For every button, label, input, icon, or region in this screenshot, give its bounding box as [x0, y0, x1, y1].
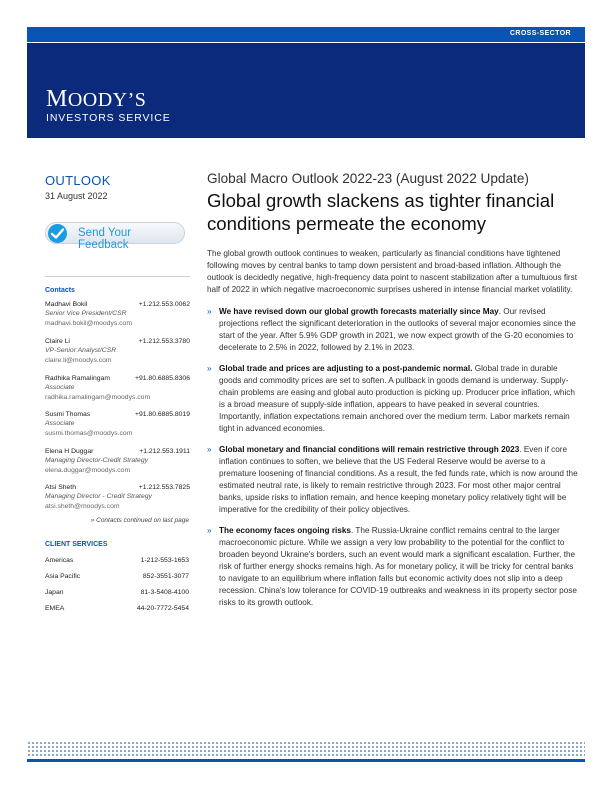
contact-role: Senior Vice President/CSR [45, 310, 127, 318]
contact-phone: +1.212.553.7825 [138, 484, 190, 491]
contact-role: Managing Director-Credit Strategy [45, 457, 149, 465]
contact-email[interactable]: atsi.sheth@moodys.com [45, 502, 120, 510]
contact-phone: +91.80.6885.8306 [135, 375, 190, 382]
contact-phone: +1.212.553.1911 [139, 448, 190, 455]
key-point-lead: We have revised down our global growth forecasts materially since May [219, 307, 499, 316]
key-point [207, 444, 582, 516]
checkmark-icon [48, 224, 67, 243]
contact-phone: +1.212.553.3780 [138, 338, 190, 345]
client-service-row [45, 557, 189, 564]
footer-band [27, 741, 585, 765]
headline: Global growth slackens as tighter financial conditions permeate the economy [207, 190, 555, 234]
contact-name: Atsi Sheth [45, 484, 76, 491]
contact-name: Madhavi Bokil [45, 301, 88, 308]
report-type: OUTLOOK [45, 173, 111, 188]
sector-tag: CROSS-SECTOR [509, 30, 571, 37]
contact-name: Susmi Thomas [45, 411, 91, 418]
brand-banner [27, 43, 585, 138]
contact-name: Elena H Duggar [45, 448, 94, 455]
feedback-label: Send Your Feedback [78, 227, 132, 251]
send-feedback-button[interactable] [45, 222, 185, 251]
client-services-heading: CLIENT SERVICES [45, 541, 108, 548]
contact-email[interactable]: madhavi.bokil@moodys.com [45, 319, 132, 327]
key-point [207, 363, 582, 435]
region-phone: 81-3-5408-4100 [140, 589, 189, 596]
publication-date: 31 August 2022 [45, 191, 108, 201]
report-title: Global Macro Outlook 2022-23 (August 2022 Update) [207, 171, 529, 186]
logo-wordmark: MOODY’S [46, 86, 147, 112]
client-service-row [45, 573, 189, 580]
region-phone: 1-212-553-1653 [140, 557, 189, 564]
dot-pattern [27, 741, 585, 758]
contact-email[interactable]: radhika.ramalingam@moodys.com [45, 393, 151, 401]
bullet-marker-icon: » [207, 526, 212, 535]
contact-name: Claire Li [45, 338, 70, 345]
top-bar [27, 27, 585, 42]
main-content [207, 171, 582, 618]
contact-role: VP-Senior Analyst/CSR [45, 347, 117, 355]
key-point [207, 306, 582, 354]
contact-card [45, 374, 190, 402]
contact-name: Radhika Ramalingam [45, 375, 110, 382]
moodys-logo [46, 86, 171, 124]
key-point-text: . Our revised projections reflect the significant deterioration in the outlooks of several major economies since the start of the year. After 5.9% GDP growth in 2021, we now expect growth of the G-20 economies to decelerate to 2.5% in 2022, followed by 2.1% in 2023. [219, 307, 576, 352]
sidebar-header [45, 173, 190, 201]
bullet-marker-icon: » [207, 307, 212, 316]
region-phone: 44-20-7772-5454 [136, 605, 189, 612]
key-point-lead: The economy faces ongoing risks [219, 526, 351, 535]
logo-subtitle: INVESTORS SERVICE [46, 112, 171, 124]
contact-phone: +1.212.553.0062 [138, 301, 190, 308]
contact-email[interactable]: susmi.thomas@moodys.com [45, 429, 133, 437]
contact-role: Associate [45, 384, 75, 392]
region-name: Japan [45, 589, 64, 596]
region-name: Asia Pacific [45, 573, 81, 580]
intro-paragraph: The global growth outlook continues to weaken, particularly as financial conditions have tightened following moves by central banks to tamp down persistent and broad-based inflation. Although the outlook is decidedly negative, high-frequency data point to nascent stabilization after a tumultuous first half of 2022 in which negative macroeconomic surprises ushered in intense financial market volatility. [207, 249, 578, 294]
bullet-marker-icon: » [207, 445, 212, 454]
footer-rule [27, 759, 585, 762]
region-name: EMEA [45, 605, 65, 612]
contact-card [45, 447, 190, 475]
contact-phone: +91.80.6885.8019 [135, 411, 190, 418]
key-point-text: . Even if core inflation continues to soften, we believe that the US Federal Reserve would be averse to a premature loosening of financial conditions. As a result, the fed funds rate, which is now around the estimated neutral rate, is likely to remain restrictive through 2023. For most other major central banks, upside risks to inflation remain, and hence keeping monetary policy relatively tight will be imperative for the credibility of their policy objectives. [219, 445, 578, 514]
contact-card [45, 410, 190, 438]
contact-role: Managing Director - Credit Strategy [45, 493, 152, 501]
key-point-text: . The Russia-Ukraine conflict remains central to the larger macroeconomic picture. While we assign a very low probability to the potential for the conflict to broaden beyond Ukraine's borders, such an event would mark a significant escalation. Further, the risk of further energy shocks remains high. As for monetary policy, it will be tricky for central banks to navigate to an equilibrium where inflation falls but economic activity does not slip into a deep recession. China's low tolerance for COVID-19 outbreaks and weakness in its property sector pose risks to its growth outlook. [219, 526, 577, 607]
contact-email[interactable]: elena.duggar@moodys.com [45, 466, 131, 474]
contacts-heading: Contacts [45, 287, 75, 294]
key-points-list [207, 306, 582, 609]
key-point-lead: Global trade and prices are adjusting to a post-pandemic normal. [219, 364, 473, 373]
bullet-marker-icon: » [207, 364, 212, 373]
region-phone: 852-3551-3077 [142, 573, 189, 580]
client-service-row [45, 605, 189, 612]
key-point-text: Global trade in durable goods and commodity prices are set to soften. A pullback in goods demand is underway. Supply-chain problems are easing and global auto production is picking up. Producer price inflation, which is a broad measure of supply-side inflation, appears to have peaked in several countries. Importantly, inflation expectations remain anchored over the medium term. Labor markets remain tight in advanced economies. [219, 364, 575, 433]
contact-card [45, 300, 190, 328]
contact-role: Associate [45, 420, 75, 428]
contact-card [45, 337, 190, 365]
divider [45, 276, 190, 277]
contact-card [45, 483, 190, 511]
key-point-lead: Global monetary and financial conditions will remain restrictive through 2023 [219, 445, 520, 454]
contacts-continued-note: » Contacts continued on last page [90, 517, 189, 524]
key-point [207, 525, 582, 609]
contact-email[interactable]: claire.li@moodys.com [45, 356, 112, 364]
region-name: Americas [45, 557, 74, 564]
client-service-row [45, 589, 189, 596]
